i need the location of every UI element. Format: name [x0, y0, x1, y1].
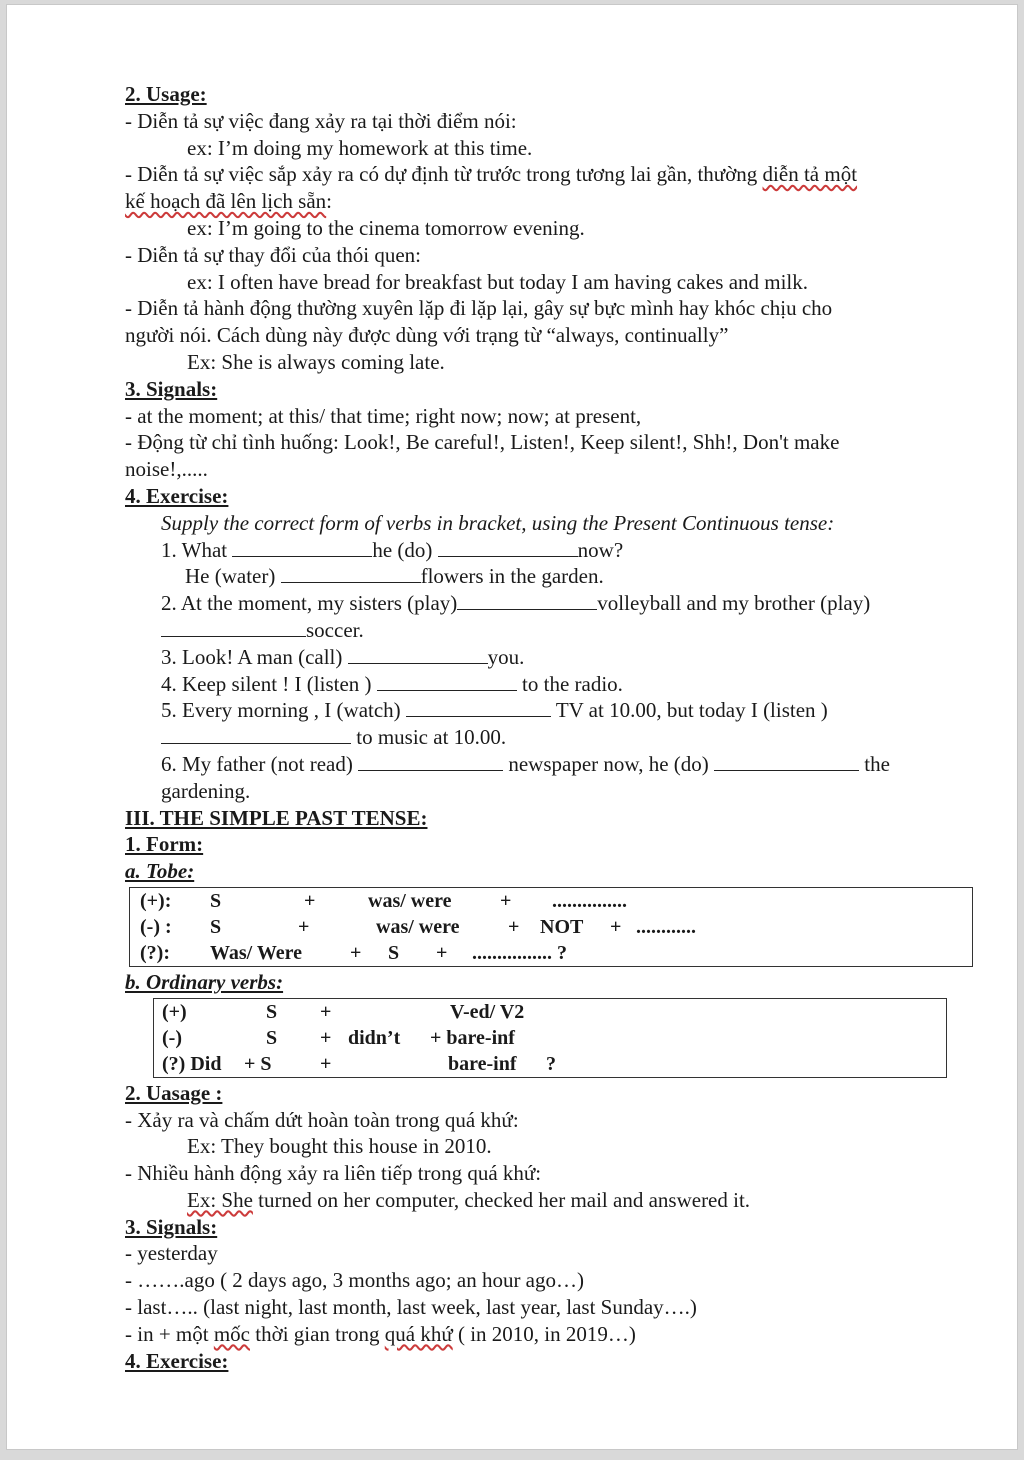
question-text: TV at 10.00, but today I (listen ) — [555, 698, 828, 723]
exercise-question — [125, 697, 975, 724]
signal-item: - last….. (last night, last month, last week, last year, last Sunday….) — [125, 1295, 697, 1320]
exercise-heading: 4. Exercise: — [125, 1348, 229, 1373]
signal-item: - …….ago ( 2 days ago, 3 months ago; an hour ago…) — [125, 1268, 584, 1293]
answer-blank[interactable] — [457, 591, 597, 610]
form-cell: + — [500, 889, 512, 912]
exercise-question — [125, 590, 975, 617]
spellcheck-word: diễn tả một — [762, 162, 858, 187]
form-cell: S — [388, 941, 400, 964]
usage-item: - Diễn tả hành động thường xuyên lặp đi lặp lại, gây sự bực mình hay khóc chịu cho — [125, 296, 833, 321]
form-cell: + — [320, 1026, 332, 1049]
question-text: flowers in the garden. — [420, 564, 604, 589]
question-text: newspaper now, he (do) — [508, 751, 709, 776]
exercise-question — [125, 537, 975, 564]
tobe-form-box — [129, 887, 973, 967]
form-cell: + S — [244, 1052, 272, 1075]
question-text: the — [864, 751, 890, 776]
usage-item-continued — [125, 188, 975, 215]
form-cell: (-) : — [140, 915, 172, 938]
usage-item: - Diễn tả sự thay đổi của thói quen: — [125, 242, 421, 267]
exercise-question — [125, 751, 975, 778]
usage-item: - Diễn tả sự việc đang xảy ra tại thời điểm nói: — [125, 108, 517, 133]
answer-blank[interactable] — [232, 538, 372, 557]
usage-heading: 2. Usage: — [125, 82, 207, 106]
spellcheck-word: mốc — [213, 1321, 250, 1346]
form-cell: ............ — [636, 915, 696, 938]
answer-blank[interactable] — [348, 645, 488, 664]
answer-blank[interactable] — [161, 618, 306, 637]
form-cell: (-) — [162, 1026, 182, 1049]
question-text: 3. Look! A man (call) — [161, 644, 343, 669]
spellcheck-word: kế hoạch đã lên lịch sẵn — [125, 189, 327, 214]
signal-item: - yesterday — [125, 1241, 218, 1266]
ordinary-form-row — [154, 1025, 946, 1051]
form-cell: was/ were — [368, 889, 452, 912]
exercise-question — [125, 671, 975, 698]
signal-item — [125, 1321, 975, 1348]
question-text: 1. What — [161, 537, 228, 562]
question-text: he (do) — [372, 537, 433, 562]
exercise-question-continued — [125, 563, 975, 590]
answer-blank[interactable] — [406, 698, 551, 717]
form-cell: + bare-inf — [430, 1026, 515, 1049]
ordinary-form-row — [154, 1051, 946, 1077]
ordinary-verbs-heading: b. Ordinary verbs: — [125, 969, 284, 994]
usage-example: ex: I often have bread for breakfast but today I am having cakes and milk. — [187, 269, 809, 294]
usage-item — [125, 161, 975, 188]
answer-blank[interactable] — [281, 564, 421, 583]
form-cell: + — [320, 1052, 332, 1075]
form-cell: + — [350, 941, 362, 964]
form-cell: + — [436, 941, 448, 964]
exercise-heading: 4. Exercise: — [125, 483, 229, 508]
tobe-heading: a. Tobe: — [125, 859, 195, 884]
usage-item-text: : — [326, 189, 333, 214]
form-cell: + — [508, 915, 520, 938]
question-text: 2. At the moment, my sisters (play) — [161, 591, 458, 616]
usage-heading: 2. Uasage : — [125, 1080, 223, 1105]
question-text: 4. Keep silent ! I (listen ) — [161, 671, 372, 696]
form-cell: ............... — [552, 889, 627, 912]
usage-example — [125, 1187, 975, 1214]
exercise-question-continued — [125, 617, 975, 644]
form-cell: (?): — [140, 941, 170, 964]
signal-item: - Động từ chỉ tình huống: Look!, Be careful!, Listen!, Keep silent!, Shh!, Don't make — [125, 430, 840, 455]
exercise-question-continued: gardening. — [161, 778, 251, 803]
signals-heading: 3. Signals: — [125, 1214, 218, 1239]
spellcheck-word: Ex: She — [187, 1187, 253, 1212]
form-cell: (+) — [162, 1000, 187, 1023]
question-text: volleyball and my brother (play) — [597, 591, 871, 616]
form-cell: was/ were — [376, 915, 460, 938]
form-cell: Was/ Were — [210, 941, 303, 964]
signal-text: thời gian trong — [250, 1321, 380, 1346]
usage-example: Ex: They bought this house in 2010. — [187, 1134, 492, 1159]
form-cell: NOT — [540, 915, 584, 938]
spellcheck-word: quá khứ — [384, 1321, 453, 1346]
exercise-question-continued — [125, 724, 975, 751]
form-cell: S — [266, 1000, 278, 1023]
question-text: to the radio. — [522, 671, 623, 696]
form-cell: bare-inf — [448, 1052, 517, 1075]
question-text: 6. My father (not read) — [161, 751, 353, 776]
form-cell: ? — [546, 1052, 556, 1075]
tobe-form-row — [130, 888, 972, 914]
tobe-form-row — [130, 940, 972, 966]
form-cell: + — [320, 1000, 332, 1023]
form-cell: (+): — [140, 889, 172, 912]
exercise-question — [125, 644, 975, 671]
usage-example: ex: I’m going to the cinema tomorrow evening. — [187, 215, 585, 240]
signals-heading: 3. Signals: — [125, 376, 218, 401]
document-page — [6, 4, 1018, 1450]
signal-text: ( in 2010, in 2019…) — [452, 1321, 636, 1346]
exercise-instruction: Supply the correct form of verbs in bracket, using the Present Continuous tense: — [161, 510, 835, 535]
usage-item: - Nhiều hành động xảy ra liên tiếp trong quá khứ: — [125, 1161, 542, 1186]
usage-example: ex: I’m doing my homework at this time. — [187, 135, 533, 160]
form-cell: ................ ? — [472, 941, 567, 964]
question-text: 5. Every morning , I (watch) — [161, 698, 401, 723]
answer-blank[interactable] — [377, 672, 517, 691]
usage-example-text: turned on her computer, checked her mail and answered it. — [252, 1187, 751, 1212]
question-text: He (water) — [185, 564, 276, 589]
form-cell: V-ed/ V2 — [450, 1000, 525, 1023]
question-text: now? — [577, 537, 624, 562]
ordinary-verbs-form-box — [153, 998, 947, 1078]
signal-item-continued: noise!,..... — [125, 457, 208, 482]
form-cell: S — [210, 915, 222, 938]
tobe-form-row — [130, 914, 972, 940]
form-cell: S — [266, 1026, 278, 1049]
signal-item: - at the moment; at this/ that time; right now; now; at present, — [125, 403, 642, 428]
form-cell: (?) Did — [162, 1052, 222, 1075]
usage-item: - Xảy ra và chấm dứt hoàn toàn trong quá khứ: — [125, 1107, 519, 1132]
signal-text: - in + một — [125, 1321, 209, 1346]
ordinary-form-row — [154, 999, 946, 1025]
question-text: soccer. — [306, 617, 364, 642]
form-heading: 1. Form: — [125, 832, 204, 857]
question-text: you. — [487, 644, 525, 669]
section-title: III. THE SIMPLE PAST TENSE: — [125, 805, 428, 830]
usage-item-continued: người nói. Cách dùng này được dùng với trạng từ “always, continually” — [125, 323, 729, 348]
question-text: to music at 10.00. — [356, 725, 507, 750]
usage-item-text: - Diễn tả sự việc sắp xảy ra có dự định từ trước trong tương lai gần, thường — [125, 162, 758, 187]
answer-blank[interactable] — [161, 725, 351, 744]
form-cell: didn’t — [348, 1026, 401, 1049]
form-cell: + — [304, 889, 316, 912]
answer-blank[interactable] — [714, 752, 859, 771]
document-content — [125, 81, 975, 1374]
answer-blank[interactable] — [358, 752, 503, 771]
form-cell: + — [610, 915, 622, 938]
form-cell: + — [298, 915, 310, 938]
usage-example: Ex: She is always coming late. — [187, 349, 445, 374]
answer-blank[interactable] — [438, 538, 578, 557]
form-cell: S — [210, 889, 222, 912]
